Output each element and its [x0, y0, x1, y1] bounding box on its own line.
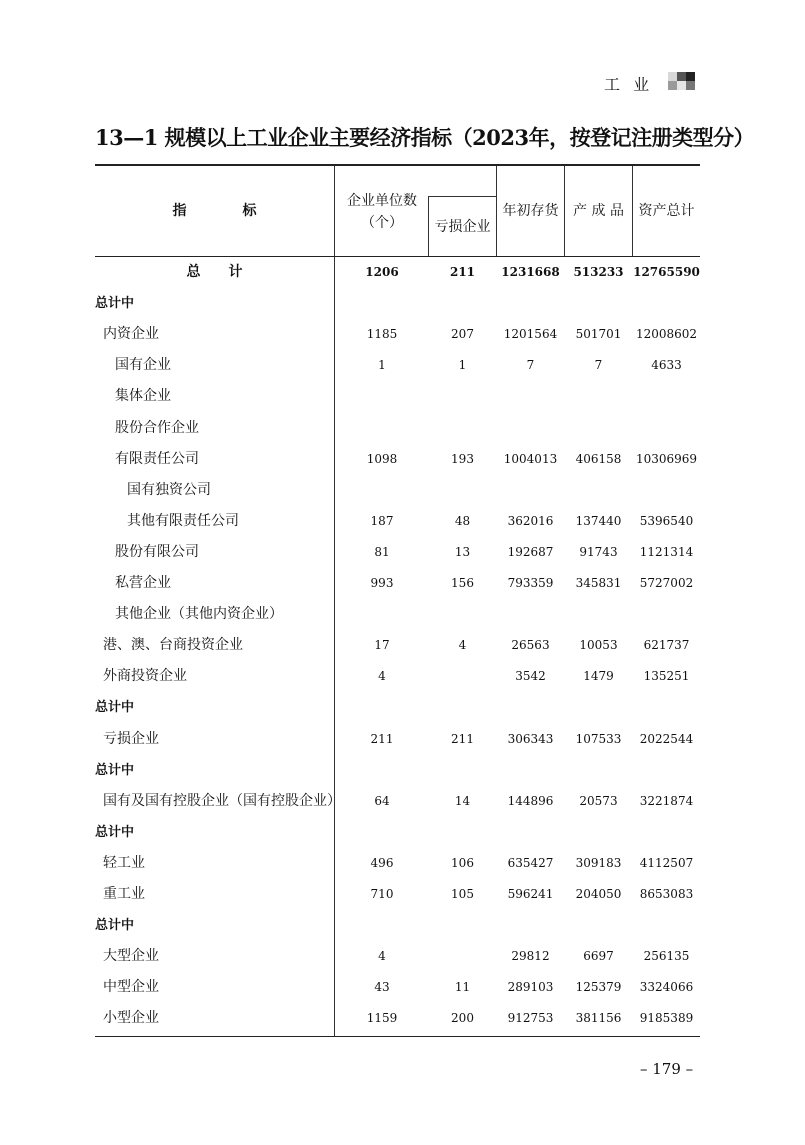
table-row	[95, 848, 700, 879]
cell-assets: 10306969	[635, 451, 698, 466]
cell-products: 501701	[575, 327, 622, 342]
table-row	[95, 1003, 700, 1034]
cell-inventory	[497, 910, 564, 941]
cell-assets: 135251	[643, 669, 690, 684]
table-top-rule	[95, 164, 700, 166]
row-label: 总计中	[95, 296, 135, 312]
cell-inventory	[497, 288, 564, 319]
cell-inventory	[497, 599, 564, 630]
row-label: 股份合作企业	[115, 419, 199, 436]
cell-products	[565, 692, 632, 723]
row-label: 其他有限责任公司	[127, 512, 239, 529]
cell-assets	[633, 413, 700, 444]
table-row	[95, 661, 700, 692]
cell-units: 1	[378, 358, 386, 373]
cell-inventory: 362016	[507, 513, 554, 528]
row-label: 有限责任公司	[115, 450, 199, 467]
cell-loss	[429, 599, 496, 630]
table-row	[95, 257, 700, 288]
table-row	[95, 444, 700, 475]
cell-assets: 2022544	[639, 731, 694, 746]
cell-units	[336, 692, 428, 723]
cell-loss	[429, 413, 496, 444]
cell-units: 1098	[366, 451, 398, 466]
row-label: 外商投资企业	[103, 668, 187, 685]
table-row	[95, 413, 700, 444]
table-row	[95, 941, 700, 972]
cell-inventory	[497, 381, 564, 412]
cell-products	[565, 817, 632, 848]
cell-assets: 3324066	[639, 980, 694, 995]
cell-assets: 9185389	[639, 1011, 694, 1026]
cell-assets	[633, 288, 700, 319]
cell-products: 204050	[575, 887, 622, 901]
cell-assets: 5396540	[639, 513, 694, 528]
cell-loss: 13	[454, 544, 471, 559]
row-label: 总计中	[95, 762, 135, 778]
cell-inventory: 144896	[507, 793, 554, 808]
table-row	[95, 817, 700, 848]
row-label: 国有企业	[115, 357, 171, 374]
running-head	[520, 72, 705, 94]
cell-loss: 14	[454, 793, 471, 808]
header-loss-units: 亏损企业	[434, 219, 491, 235]
cell-loss	[429, 755, 496, 786]
cell-loss	[429, 910, 496, 941]
table-row	[95, 506, 700, 537]
cell-products	[565, 755, 632, 786]
cell-units: 211	[370, 731, 394, 746]
row-label: 国有及国有控股企业（国有控股企业）	[103, 792, 341, 809]
cell-units	[336, 599, 428, 630]
row-label: 内资企业	[103, 326, 159, 343]
header-products: 产 成 品	[573, 203, 624, 219]
page-number: – 179 –	[640, 1060, 694, 1078]
cell-units	[336, 475, 428, 506]
cell-loss: 105	[451, 887, 474, 901]
cell-products: 10053	[579, 638, 618, 653]
cell-products: 513233	[573, 265, 624, 279]
table-row	[95, 350, 700, 381]
cell-loss	[429, 692, 496, 723]
cell-products: 309183	[575, 855, 622, 870]
cell-products	[565, 599, 632, 630]
cell-loss	[429, 661, 496, 692]
cell-inventory: 596241	[507, 887, 554, 901]
table-row	[95, 319, 700, 350]
cell-products: 6697	[583, 949, 614, 964]
table-row	[95, 786, 700, 817]
page-title: 13—1 规模以上工业企业主要经济指标（2023年，按登记注册类型分）	[95, 125, 755, 150]
cell-loss: 207	[451, 327, 474, 342]
cell-loss: 11	[454, 980, 471, 995]
cell-assets: 4633	[651, 358, 682, 373]
cell-assets: 256135	[643, 949, 690, 964]
cell-products	[565, 381, 632, 412]
cell-loss: 211	[449, 265, 476, 279]
cell-loss	[429, 381, 496, 412]
table-row	[95, 381, 700, 412]
cell-products	[565, 910, 632, 941]
cell-units: 17	[374, 638, 390, 653]
table-row	[95, 692, 700, 723]
cell-loss: 200	[451, 1011, 474, 1026]
table-row	[95, 879, 700, 910]
row-label: 大型企业	[103, 948, 159, 965]
cell-products: 125379	[575, 980, 622, 995]
cell-assets	[633, 381, 700, 412]
table-row	[95, 724, 700, 755]
row-label: 总计中	[95, 824, 135, 840]
cell-inventory	[497, 692, 564, 723]
running-head-label: 工 业	[604, 75, 654, 94]
table-row	[95, 755, 700, 786]
cell-inventory: 1004013	[503, 451, 558, 466]
cell-products	[565, 288, 632, 319]
cell-loss	[429, 288, 496, 319]
table-row	[95, 568, 700, 599]
cell-products: 345831	[575, 576, 622, 590]
cell-loss	[429, 941, 496, 972]
cell-products: 20573	[579, 793, 618, 808]
cell-loss: 4	[458, 638, 467, 653]
cell-assets: 5727002	[639, 576, 694, 590]
cell-loss: 1	[458, 358, 467, 373]
cell-assets	[633, 692, 700, 723]
cell-units: 4	[378, 669, 386, 684]
cell-units: 710	[370, 887, 394, 901]
cell-assets	[633, 817, 700, 848]
cell-loss: 106	[451, 855, 474, 870]
cell-products	[565, 475, 632, 506]
cell-inventory: 29812	[511, 949, 550, 964]
cell-units: 187	[370, 513, 394, 528]
cell-loss: 211	[451, 731, 474, 746]
cell-assets	[633, 755, 700, 786]
cell-assets: 1121314	[639, 544, 694, 559]
header-assets: 资产总计	[638, 203, 695, 219]
cell-assets: 3221874	[639, 793, 694, 808]
table-row	[95, 599, 700, 630]
cell-loss	[429, 817, 496, 848]
cell-units	[336, 381, 428, 412]
cell-inventory: 26563	[511, 638, 550, 653]
cell-inventory: 289103	[507, 980, 554, 995]
cell-loss	[429, 475, 496, 506]
cell-loss: 193	[451, 451, 474, 466]
row-label: 重工业	[103, 886, 145, 902]
cell-units: 1159	[366, 1011, 398, 1026]
cell-inventory: 1231668	[501, 265, 560, 279]
row-label: 股份有限公司	[115, 543, 199, 560]
cell-units: 993	[370, 576, 394, 590]
row-label: 亏损企业	[103, 730, 159, 747]
cell-units: 496	[370, 855, 394, 870]
cell-products: 1479	[583, 669, 614, 684]
cell-assets	[633, 599, 700, 630]
cell-products: 107533	[575, 731, 622, 746]
cell-products	[565, 413, 632, 444]
cell-inventory	[497, 817, 564, 848]
cell-units	[336, 755, 428, 786]
cell-units: 81	[374, 544, 390, 559]
cell-units	[336, 817, 428, 848]
cell-assets: 12765590	[633, 265, 700, 279]
cell-units: 4	[378, 949, 386, 964]
header-units-label: 企业单位数（个）	[347, 193, 417, 231]
cell-units	[336, 413, 428, 444]
row-label: 港、澳、台商投资企业	[103, 637, 243, 654]
cell-assets: 8653083	[639, 887, 694, 901]
header-sub-rule	[428, 196, 496, 197]
row-label: 集体企业	[115, 388, 171, 405]
table-bottom-rule	[95, 1036, 700, 1037]
cell-inventory: 3542	[515, 669, 546, 684]
cell-units: 64	[374, 793, 390, 808]
cell-loss: 156	[451, 576, 474, 590]
row-label: 总计中	[95, 700, 135, 716]
row-label: 私营企业	[115, 575, 171, 591]
cell-inventory: 306343	[507, 731, 554, 746]
cell-products: 406158	[575, 451, 622, 466]
cell-inventory	[497, 755, 564, 786]
cell-assets	[633, 910, 700, 941]
row-label: 轻工业	[103, 854, 145, 871]
cell-assets: 12008602	[635, 327, 698, 342]
cell-units	[336, 910, 428, 941]
cell-inventory: 1201564	[503, 327, 558, 342]
cell-products: 7	[594, 358, 603, 373]
cell-products: 381156	[575, 1011, 622, 1026]
table-row	[95, 288, 700, 319]
row-label: 国有独资公司	[127, 481, 211, 498]
row-label: 小型企业	[103, 1010, 159, 1027]
cell-assets	[633, 475, 700, 506]
cell-units	[336, 288, 428, 319]
cell-products: 91743	[579, 544, 618, 559]
cell-assets: 4112507	[639, 855, 694, 870]
cell-inventory	[497, 413, 564, 444]
cell-inventory: 912753	[507, 1011, 554, 1026]
cell-inventory: 7	[526, 358, 535, 373]
cell-inventory: 793359	[507, 576, 554, 590]
cell-assets: 621737	[643, 638, 690, 653]
row-label: 总计中	[95, 918, 135, 934]
table-row	[95, 910, 700, 941]
cell-units: 1185	[366, 327, 398, 342]
table-row	[95, 972, 700, 1003]
table-row	[95, 537, 700, 568]
header-inventory: 年初存货	[502, 203, 559, 219]
cell-inventory: 635427	[507, 855, 554, 870]
row-label: 中型企业	[103, 979, 159, 996]
cell-units: 1206	[365, 265, 399, 279]
header-indicator: 指 标	[172, 203, 257, 219]
row-label: 总 计	[186, 264, 243, 280]
cell-units: 43	[374, 980, 390, 995]
cell-products: 137440	[575, 513, 622, 528]
row-label: 其他企业（其他内资企业）	[115, 606, 283, 623]
header-units	[336, 190, 428, 234]
cell-inventory: 192687	[507, 544, 554, 559]
cell-inventory	[497, 475, 564, 506]
table-row	[95, 630, 700, 661]
table-row	[95, 475, 700, 506]
cell-loss: 48	[454, 513, 471, 528]
